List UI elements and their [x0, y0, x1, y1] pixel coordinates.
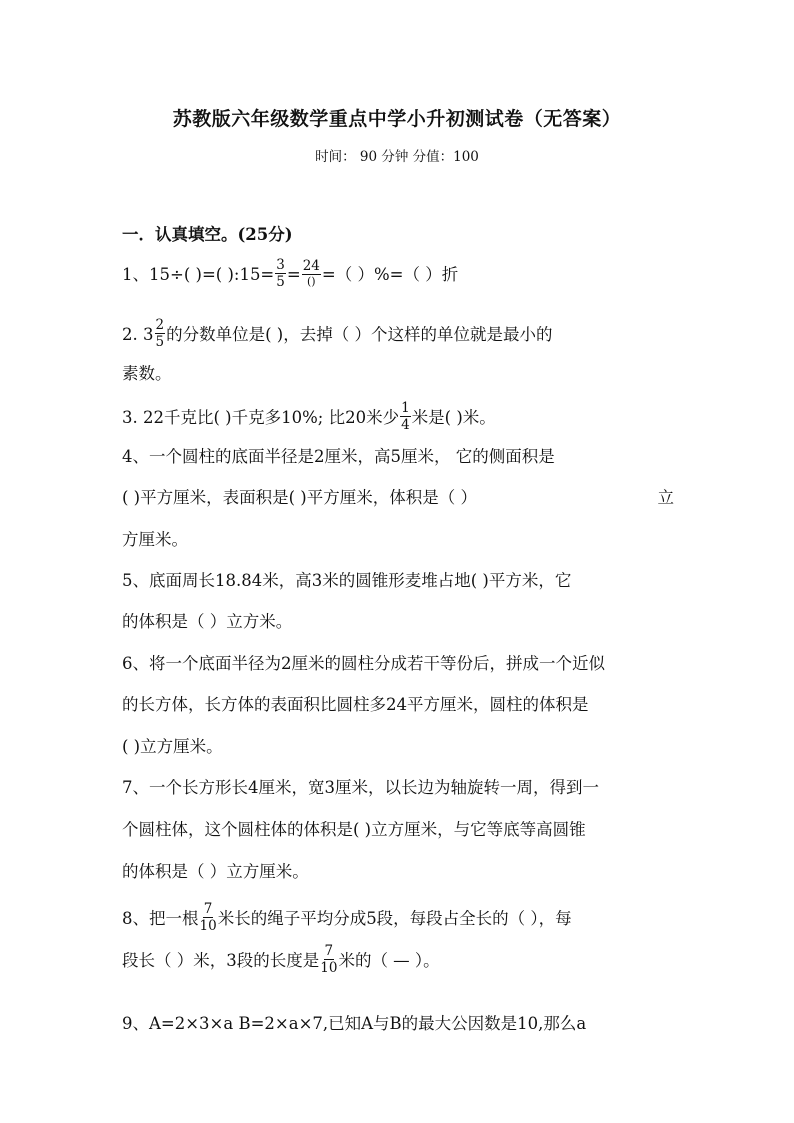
question-5-line-2: 的体积是（ ）立方米。 [122, 612, 293, 631]
question-9: 9、A=2×3×a B=2×a×7,已知A与B的最大公因数是10,那么a [122, 1014, 587, 1033]
section-heading: 一．认真填空。(25分) [122, 225, 293, 244]
question-7-line-3: 的体积是（ ）立方厘米。 [122, 862, 309, 881]
question-2-line-2: 素数。 [122, 364, 172, 383]
page-title: 苏教版六年级数学重点中学小升初测试卷（无答案） [172, 108, 622, 130]
exam-info: 时间： 90 分钟 分值：100 [315, 149, 479, 165]
question-7: 7、一个长方形长4厘米，宽3厘米，以长边为轴旋转一周，得到一 [122, 778, 599, 797]
question-8-line-2: 段长（ ）米，3段的长度是 $\frac{7}{10}$ 米的（ — ）。 [122, 943, 440, 977]
fraction: $\frac{24}{()}$ [302, 258, 320, 289]
question-5: 5、底面周长18.84米，高3米的圆锥形麦堆占地( )平方米，它 [122, 571, 572, 590]
question-6: 6、将一个底面半径为2厘米的圆柱分成若干等份后，拼成一个近似 [122, 654, 605, 673]
fraction: $\frac{2}{5}$ [155, 317, 165, 351]
question-4-line-3: 方厘米。 [122, 530, 188, 549]
question-7-line-2: 个圆柱体，这个圆柱体的体积是( )立方厘米，与它等底等高圆锥 [122, 820, 586, 839]
fraction: $\frac{3}{5}$ [276, 257, 285, 291]
fraction: $\frac{7}{10}$ [199, 901, 217, 935]
question-6-line-2: 的长方体，长方体的表面积比圆柱多24平方厘米，圆柱的体积是 [122, 695, 589, 714]
question-1: 1、15÷( )=( ):15= $\frac{3}{5}$ = $\frac{24}{()}$ =（ ）%=（ ）折 [122, 257, 459, 291]
question-4-line-2: ( )平方厘米，表面积是( )平方厘米，体积是（ ） 立 [122, 488, 674, 507]
fraction: $\frac{1}{4}$ [401, 400, 410, 434]
fraction: $\frac{7}{10}$ [320, 943, 338, 977]
question-6-line-3: ( )立方厘米。 [122, 737, 223, 756]
question-4: 4、一个圆柱的底面半径是2厘米，高5厘米， 它的侧面积是 [122, 447, 555, 466]
question-8: 8、把一根 $\frac{7}{10}$ 米长的绳子平均分成5段，每段占全长的（ ），每 [122, 901, 572, 935]
question-3: 3. 22千克比( )千克多10%; 比20米少 $\frac{1}{4}$ 米是( )米。 [122, 400, 496, 434]
question-2: 2. 3 $\frac{2}{5}$ 的分数单位是( )，去掉（ ）个这样的单位就是最小的 [122, 317, 553, 351]
